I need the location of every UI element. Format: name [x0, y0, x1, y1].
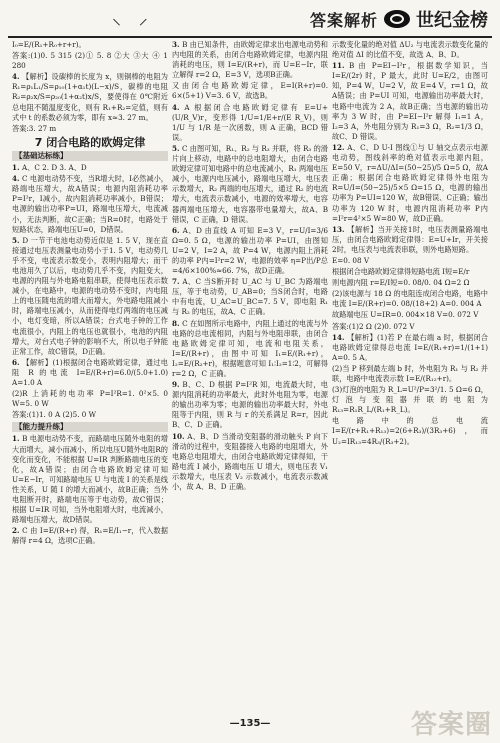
answer-number: 10. — [172, 431, 188, 441]
answer-number: 12. — [332, 142, 348, 152]
answer-text: E=0. 08 V — [332, 255, 370, 265]
column-2 — [172, 40, 328, 716]
answer-text: (3)灯泡的电阻为 R_L=U²/P=3²/1. 5 Ω=6 Ω，灯泡与变阻器并联的电阻为 R₁₃=R₁R_L/(R₁+R_L)。 — [332, 385, 488, 415]
answer-number: 2. — [12, 526, 23, 536]
page-header — [0, 0, 500, 38]
answer-number: 8. — [172, 318, 183, 328]
answer-text: A、B、D 当滑动变阻器的滑动触头 P 向下滑动的过程中，变阻器接入电路的电阻增大，外电路总电阻增大，由闭合电路欧姆定律得知，干路电流 I 减小，路端电压 U 增大，则电压表 V₁ 示数增大，电压表 V₂ 示数减小，电流表示数减小，故 A、B、D 正确。 — [172, 431, 328, 492]
answer-text: 又由闭合电路欧姆定律，E=I(R+r)=0. 6×(5+1) V=3. 6 V，故选B。 — [172, 81, 328, 101]
brand-logo-icon — [384, 10, 410, 28]
answer-number: 4. — [12, 72, 23, 82]
answer-text: A、D 由直线 A 可知 E=3 V，r=U/I=3/6 Ω=0. 5 Ω，电源的输出功率 P=UI，由图知 U=2 V，I=2 A，故 P=4 W，电源内阻上消耗的功率 P内=I²r=2 W，电源的效率 η=P出/P总=4/6×100%≈66. 7%，故D正确。 — [172, 225, 328, 276]
section-label: 答案解析 — [309, 10, 378, 30]
answer-paragraph — [172, 319, 328, 380]
answer-text: A、C 当S断开时 U_AC 与 U_BC 为路端电压，等于电动势，U_AB=0；当S闭合时，电路中有电流，U_AC=U_BC=7. 5 V，即电阻 R₁ 与 R₂ 的电压，故A、C 正确。 — [172, 277, 328, 317]
answer-text: C 由图可知，R₁、R₂ 与 R₃ 并联，将 R₃ 的滑片向上移动，电路中的总电阻增大，由闭合电路欧姆定律可知电路中的总电流减小，R₁ 两端电压减小，电源内电压减小，路端电压增大，电压表示数增大，R₂ 两端的电压增大，通过 R₂ 的电流增大，电流表示数减小，电源的效率增大，电容器两端电压增大，电容器带电量增大，故A、B 错误，C 正确，D 错误。 — [172, 143, 328, 224]
answer-number: 11. — [332, 61, 349, 71]
answer-paragraph — [332, 225, 488, 255]
answer-text: D 一节干电池电动势近似是 1. 5 V，现在直接通过电压表测量电动势小于1. 5 V，电动势几乎不变，电流表示数变小，表明内阻增大；而干电池用久了以后，电动势几乎不变，内阻变大，电源的内阻与外电路电阻串联，使得电压表示数减小，在电路中，电源的电动势不变时，内电阻上的电压随电流的增大而增大，外电路电阻减小时，路端电压减小，从而使得电灯两端的电压减小，电灯变暗，所以A错误；台式电子钟的工作电流很小，内阻上的电压也就很小，电池的内阻增大，对台式电子钟的影响不大，所以电子钟能正常工作，故C错误，D正确。 — [12, 235, 168, 356]
answer-paragraph — [172, 226, 328, 276]
answer-paragraph — [332, 61, 488, 142]
answer-number: 7. — [172, 277, 183, 287]
answer-paragraph — [172, 81, 328, 101]
answer-paragraph — [172, 277, 328, 317]
answer-paragraph — [12, 236, 168, 357]
answer-number: 5. — [12, 235, 23, 245]
answer-number: 1. — [12, 434, 23, 444]
column-1 — [12, 40, 168, 716]
answer-paragraph — [332, 256, 488, 266]
answer-paragraph — [172, 144, 328, 225]
answer-text: 根据闭合电路欧姆定律得短路电流 I短=E/r — [332, 267, 470, 277]
answer-paragraph — [12, 163, 168, 173]
answer-text: 答案:(1)0. 5 315 (2)① 5. 8 ②大 ③大 ④ 1 280 — [12, 51, 168, 71]
answer-number: 14. — [332, 332, 348, 342]
brand-name: 世纪金榜 — [416, 10, 488, 31]
answer-paragraph — [12, 389, 168, 409]
answer-text: I₀=E/(R₁+R₀+r+r)。 — [12, 40, 86, 49]
answer-paragraph — [332, 289, 488, 309]
answer-number: 13. — [332, 224, 348, 234]
answer-text: (2)R 上消耗的电功率 P=I²R=1. 0²×5. 0 W=5. 0 W — [12, 389, 168, 409]
answer-text: B、C、D 根据 P=I²R 知，电流最大时，电源内阻消耗的功率最大，此时外电阻为零，电源的输出功率为零；电源的输出功率最大时，外电阻等于内阻，则 R 与 r 的关系满足 R=r，因此 B、C、D 正确。 — [172, 380, 328, 430]
answer-text: C 电源电动势不变，当R增大时，I必然减小，路端电压增大，故A错误；电源内阻消耗功率P=I²r，I减小，故内阻消耗功率减小，B错误；电源的输出功率P=UI，路端电压增大，电流减小，无法判断，故C正确；当R=0时，电路处于短路状态，路端电压U=0，D错误。 — [12, 174, 168, 234]
answer-text: C 由 I=E/(R+r) 得，R₁=E/I₁−r，代入数据解得 r=4 Ω，选项C正确。 — [12, 526, 168, 546]
answer-paragraph — [332, 333, 488, 363]
answer-number: 6. — [12, 357, 23, 367]
section-title: 7 闭合电路的欧姆定律 — [34, 135, 146, 149]
answer-text: 故路端电压 U=IR=0. 004×18 V=0. 072 V — [332, 310, 479, 320]
answer-text: 示数变化量的绝对值 ΔU₂ 与电流表示数变化量的绝对值 ΔI 的比值不变，故选 A、B、D。 — [332, 40, 488, 60]
answer-number: 1. — [12, 163, 23, 173]
answer-paragraph — [332, 310, 488, 320]
answer-paragraph — [332, 143, 488, 224]
answer-paragraph — [332, 278, 488, 288]
answer-text: B 由 P=EI−I²r，根据数学知识，当 I=E/(2r) 时，P 最大，此时 U=E/2，由图可知，P=4 W，U=2 V，故 E=4 V，r=1 Ω，故A错误；由 P=UI 可知，电源输出功率最大时，电路中电流为 2 A，故B正确；当电源的输出功率为 3 W 时，由 P=EI−I²r 解得 I₁=1 A，I₂=3 A，外电阻分别为 R₁=3 Ω，R₂=1/3 Ω，故C、D 错误。 — [332, 61, 488, 141]
answer-paragraph — [12, 434, 168, 525]
answer-number: 6. — [172, 225, 183, 235]
answer-text: 【解析】当开关接1时，电压表测量路端电压，由闭合电路欧姆定律得：E=U+Ir，开关接2时，电压表与电流表串联，则外电路短路。 — [332, 224, 488, 254]
answer-text: 【解析】设碳棒的长度为 x，则铜棒的电阻为 R₁=ρ₁L₁/S=ρ₁₀(1+α₁t)(L−x)/S，碳棒的电阻 R₂=ρ₂x/S=ρ₂₀(1+α₂t)x/S，要使得在 0℃附近总电阻不随温度变化，则有 R₁+R₂=定值，则有式中 t 的系数必须为零，即有 x≈3. 27 m。 — [12, 72, 168, 122]
answer-text: A、C 2. D 3. A、D — [22, 163, 87, 173]
watermark: 答案圈 — [410, 710, 492, 740]
answer-text: (2)当 P 移到最左端 b 时，外电阻为 R₁ 与 R₂ 并联，电路中电流表示数 I=E/(R₁₂+r)。 — [332, 363, 488, 383]
answer-paragraph — [12, 72, 168, 122]
column-3 — [332, 40, 488, 716]
answer-text: 【解析】(1)根据闭合电路欧姆定律，通过电阻 R 的电流 I=E/(R+r)=6.0/(5.0+1.0) A=1.0 A — [12, 357, 168, 387]
answer-text: 电路中的总电流 I=E/(r+R₁+R₁₃)=2(6+R₃)/(3R₃+6)，而 U₂=IR₁₃=4R₃/(R₃+2)。 — [332, 416, 488, 446]
answer-paragraph — [332, 322, 488, 332]
answer-paragraph — [172, 40, 328, 80]
answer-paragraph — [12, 358, 168, 388]
answer-text: C 在如图所示电路中，内阻上通过的电流与外电路的总电流相同，内阻与外电阻串联，由闭合电路欧姆定律可知，电流和电阻关系，I=E/(R+r)，由图中可知 I₁=E/(R₁+r)，I₂=E/(R₂+r)，根据题意可知 I₁∶I₂=1∶2，可解得 r=2 Ω，C 正确。 — [172, 318, 328, 378]
answer-paragraph — [12, 51, 168, 71]
answer-text: 【解析】(1)若 P 在最右端 a 时，根据闭合电路欧姆定律得总电流 I=E/(R₁+r)=1/(1+1) A=0. 5 A。 — [332, 332, 488, 362]
answer-text: 答案:(1)2 Ω (2)0. 072 V — [332, 321, 415, 331]
answer-paragraph — [332, 40, 488, 60]
answer-text: A、C、D U-I 图线①与 U 轴交点表示电源电动势，图线斜率的绝对值表示电源内阻，E=50 V，r=ΔU/ΔI=(50−25)/5 Ω=5 Ω，故A正确；根据闭合电路欧姆定律得外电阻为 R=U/I=(50−25)/5×5 Ω=15 Ω，电源的输出功率为 P=UI=120 W，故B错误、C正确；输出功率为 120 W 时，电源内阻消耗功率 P内=I²r=4²×5 W=80 W，故D正确。 — [332, 142, 488, 223]
answer-number: 4. — [12, 174, 23, 184]
answer-text: 答案:(1)1. 0 A (2)5. 0 W — [12, 410, 97, 420]
answer-paragraph — [172, 380, 328, 430]
answer-paragraph — [172, 432, 328, 493]
answer-paragraph — [12, 124, 168, 134]
answer-paragraph — [12, 526, 168, 546]
answer-number: 4. — [172, 102, 185, 112]
answer-paragraph — [12, 174, 168, 235]
answer-text: B 电源电动势不变，而路端电压随外电阻的增大而增大，减小而减小，所以电压U随外电阻R的变化而变化，不能根据 U=IR 判断路端电压的变化，故A错误；由闭合电路欧姆定律可知 U=E−Ir，可知路端电压 U 与电流 I 的关系是线性关系，U 随 I 的增大而减小，故B正确；当外电阻断开时，路端电压等于电动势，故C错误；根据 U=IR 可知，当外电阻增大时，电流减小，路端电压增大，故D错误。 — [12, 434, 168, 525]
answer-text: B 由已知条件，由欧姆定律求出电源电动势和内电阻的关系，由闭合电路欧姆定律，电源内阻消耗的电压，则 I=E/(R+r)，而 U=E−Ir，联立解得 r=2 Ω，E=3 V，选项B正确。 — [172, 40, 328, 80]
answer-paragraph — [12, 40, 168, 50]
answer-paragraph — [332, 385, 488, 415]
birds-decoration-icon: ⸜ ⸝ — [112, 8, 154, 29]
answer-text: 则电源内阻 r=E/I短=0. 08/0. 04 Ω=2 Ω — [332, 278, 470, 288]
answer-number: 5. — [172, 143, 183, 153]
page-number: —135— — [229, 718, 271, 729]
answer-paragraph — [172, 103, 328, 143]
answer-paragraph — [332, 364, 488, 384]
answer-paragraph — [12, 410, 168, 420]
answer-number: 3. — [172, 40, 183, 49]
answer-text: 答案:3. 27 m — [12, 123, 57, 133]
answer-paragraph — [332, 416, 488, 446]
brand — [310, 6, 488, 32]
answer-text: A 根据闭合电路欧姆定律有 E=U+(U/R_V)r，变形得 1/U=1/E+r/(E R_V)，则 1/U 与 1/R 是一次函数，则 A 正确，BCD 错误。 — [172, 102, 328, 142]
header-rule — [8, 36, 492, 38]
answer-number: 9. — [172, 380, 183, 390]
subsection-basic: 【基础达标练】 — [12, 151, 168, 161]
answer-text: (2)该电源与 18 Ω 的电阻连成闭合电路，电路中电流 I=E/(R+r)=0. 08/(18+2) A=0. 004 A — [332, 289, 488, 309]
answer-paragraph — [332, 267, 488, 277]
subsection-advanced: 【能力提升练】 — [12, 422, 168, 432]
